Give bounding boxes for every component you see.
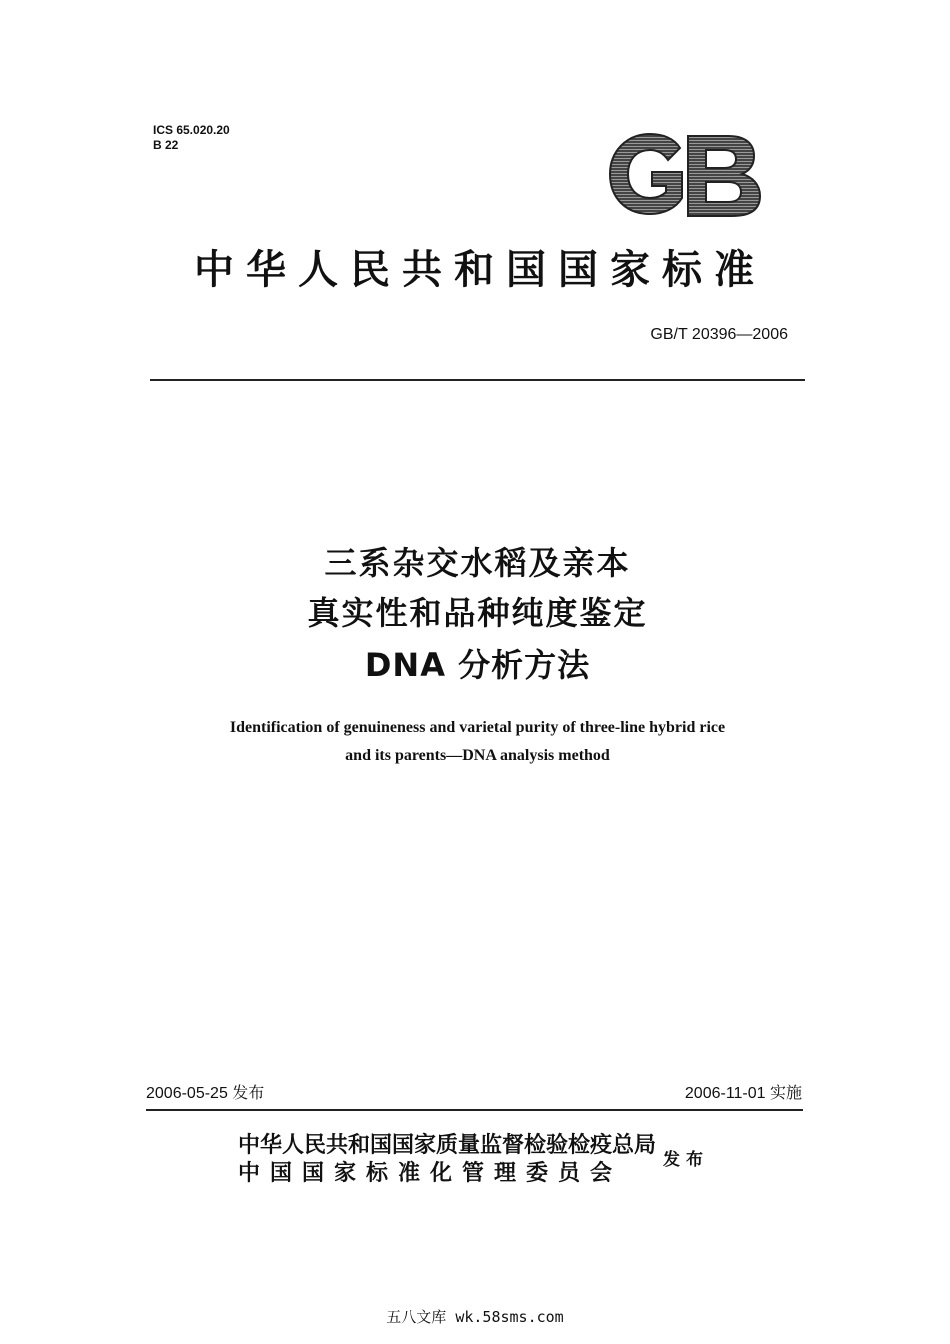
issue-action: 发布 bbox=[663, 1150, 709, 1170]
standard-number: GB/T 20396—2006 bbox=[650, 326, 788, 343]
title-en-line2: and its parents—DNA analysis method bbox=[345, 747, 610, 764]
footer-divider bbox=[146, 1109, 803, 1111]
issuer-line1: 中华人民共和国国家质量监督检验检疫总局 bbox=[238, 1133, 657, 1158]
logo-letter-g bbox=[610, 134, 682, 214]
issuer-line2: 中国国家标准化管理委员会 bbox=[238, 1161, 623, 1186]
gb-logo bbox=[604, 128, 766, 220]
org-title: 中华人民共和国国家标准 bbox=[194, 247, 766, 293]
issue-date: 2006-05-25 发布 bbox=[146, 1085, 265, 1102]
title-cn-line3: DNA 分析方法 bbox=[364, 646, 591, 684]
logo-letter-b bbox=[688, 136, 760, 216]
title-en-line1: Identification of genuineness and varietal purity of three-line hybrid rice bbox=[229, 719, 726, 736]
header-divider bbox=[150, 379, 805, 381]
classification-codes bbox=[153, 123, 230, 153]
implement-date: 2006-11-01 实施 bbox=[684, 1085, 802, 1102]
watermark-footer: 五八文库 wk.58sms.com bbox=[386, 1308, 564, 1326]
title-cn-line1: 三系杂交水稻及亲本 bbox=[324, 544, 631, 582]
ics-code: ICS 65.020.20 bbox=[153, 123, 230, 137]
title-cn-line2: 真实性和品种纯度鉴定 bbox=[307, 594, 648, 632]
ccs-code: B 22 bbox=[153, 138, 179, 152]
